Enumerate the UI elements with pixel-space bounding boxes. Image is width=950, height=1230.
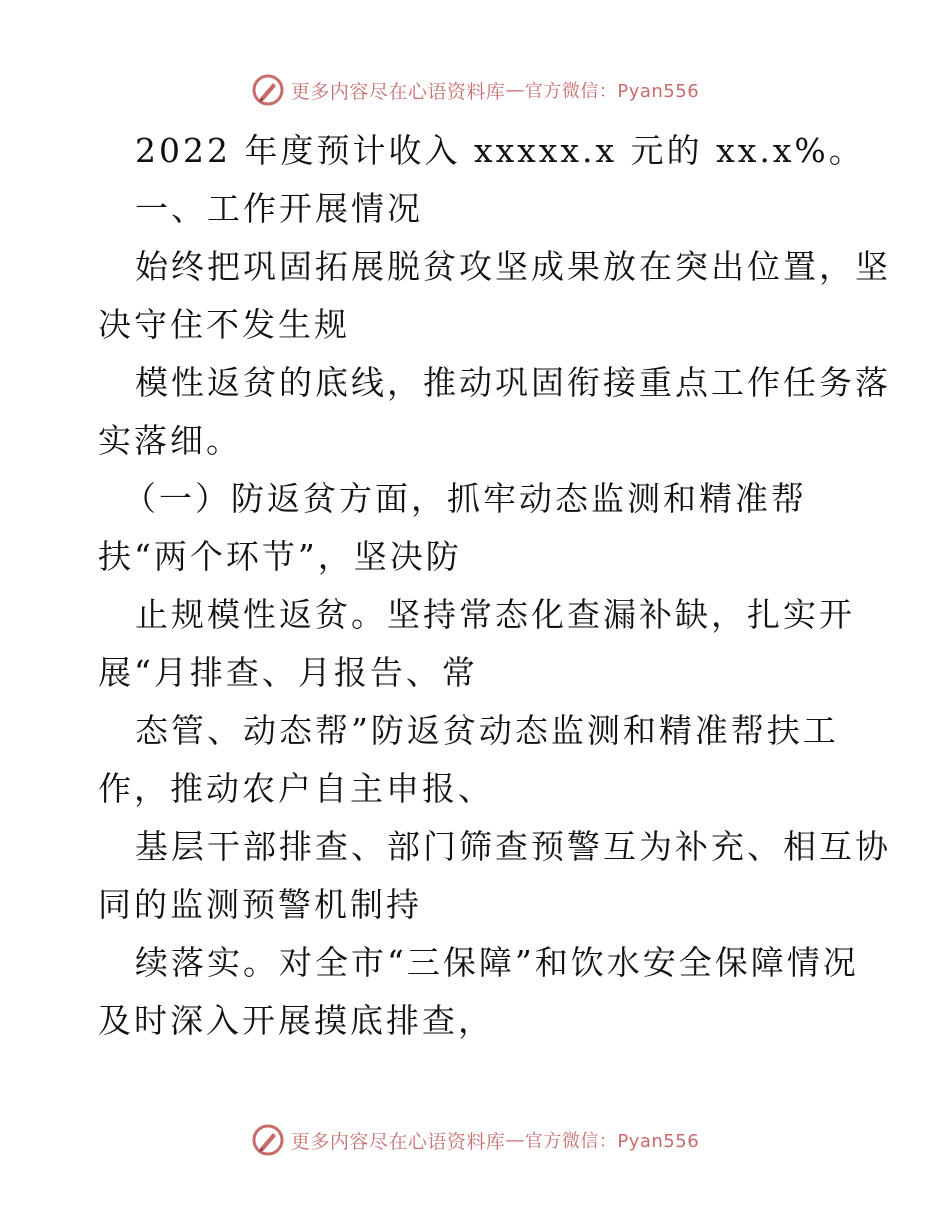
body-line: 续落实。对全市“三保障”和饮水安全保障情况 xyxy=(135,943,859,982)
body-line: 2022 年度预计收入 xxxxx.x 元的 xx.x%。 xyxy=(135,131,865,170)
watermark-dash: — xyxy=(505,79,525,101)
pen-logo-icon xyxy=(251,73,285,107)
pen-logo-icon xyxy=(251,1123,285,1157)
watermark-contact: 官方微信：Pyan556 xyxy=(524,81,700,102)
body-line: 及时深入开展摸底排查， xyxy=(98,1001,494,1040)
body-line: 态管、动态帮”防返贫动态监测和精准帮扶工 xyxy=(135,711,839,750)
watermark-dash: — xyxy=(505,1129,525,1151)
body-line: 实落细。 xyxy=(98,421,242,460)
footer-watermark xyxy=(0,1120,950,1160)
watermark-text: 更多内容尽在心语资料库 xyxy=(290,1130,506,1153)
watermark-text: 更多内容尽在心语资料库 xyxy=(290,80,506,103)
body-line: 模性返贫的底线，推动巩固衔接重点工作任务落 xyxy=(135,363,891,402)
body-line: 作，推动农户自主申报、 xyxy=(98,769,494,808)
body-line: 展“月排查、月报告、常 xyxy=(98,653,478,692)
subsection-heading: （一）防返贫方面，抓牢动态监测和精准帮 xyxy=(123,479,807,518)
body-line: 止规模性返贫。坚持常态化查漏补缺，扎实开 xyxy=(135,595,855,634)
body-line: 决守住不发生规 xyxy=(98,305,350,344)
body-line: 基层干部排查、部门筛查预警互为补充、相互协 xyxy=(135,827,891,866)
body-line: 始终把巩固拓展脱贫攻坚成果放在突出位置，坚 xyxy=(135,247,891,286)
body-line: 同的监测预警机制持 xyxy=(98,885,422,924)
body-line: 扶“两个环节”，坚决防 xyxy=(98,537,462,576)
document-body xyxy=(98,122,891,1050)
section-heading: 一、工作开展情况 xyxy=(135,189,423,228)
header-watermark xyxy=(0,70,950,110)
watermark-contact: 官方微信：Pyan556 xyxy=(524,1131,700,1152)
